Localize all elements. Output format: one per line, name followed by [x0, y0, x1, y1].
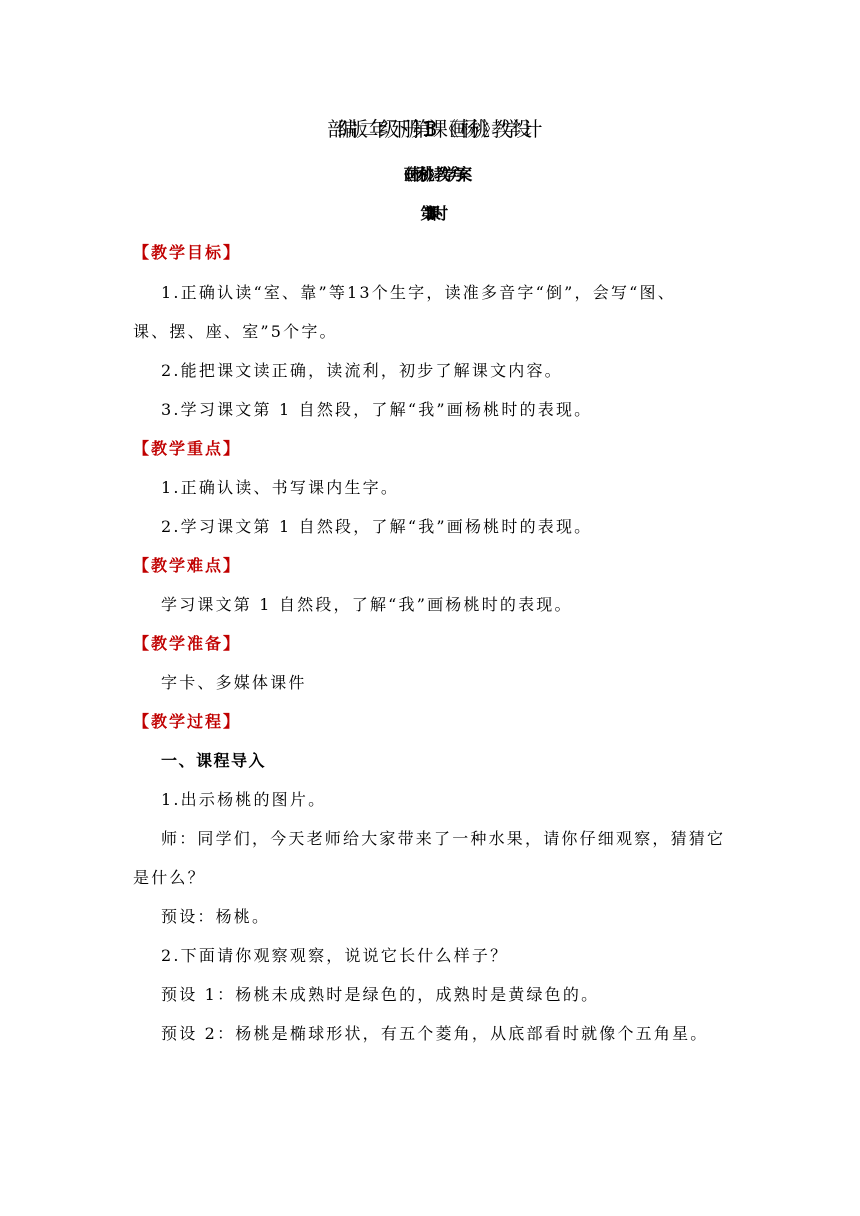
preparation-item-1: 字卡、多媒体课件 [161, 673, 307, 692]
process-line-4: 2.下面请你观察观察，说说它长什么样子？ [161, 946, 509, 965]
goals-heading: 【教学目标】 [133, 243, 242, 262]
key-points-heading: 【教学重点】 [133, 439, 242, 458]
process-line-1: 1.出示杨桃的图片。 [161, 790, 327, 809]
process-line-2b: 是什么？ [133, 868, 206, 887]
lesson-label: 第 1 课时 [420, 204, 440, 223]
process-heading: 【教学过程】 [133, 712, 242, 731]
preparation-heading: 【教学准备】 [133, 634, 242, 653]
process-step-1-title: 一、课程导入 [161, 751, 267, 770]
goals-item-1-line-1: 1.正确认读“室、靠”等13个生字，读准多音字“倒”，会写“图、 [161, 283, 676, 302]
plan-subtitle: 《画杨桃》教学方案 [396, 165, 464, 184]
goals-item-1-line-2: 课、摆、座、室”5个字。 [133, 322, 338, 341]
goals-item-3: 3.学习课文第 1 自然段，了解“我”画杨桃时的表现。 [161, 400, 593, 419]
process-line-3: 预设：杨桃。 [161, 907, 271, 926]
difficulties-heading: 【教学难点】 [133, 556, 242, 575]
goals-item-2: 2.能把课文读正确，读流利，初步了解课文内容。 [161, 361, 563, 380]
process-line-2a: 师：同学们，今天老师给大家带来了一种水果，请你仔细观察，猜猜它 [161, 829, 726, 848]
process-line-5: 预设 1：杨桃未成熟时是绿色的，成熟时是黄绿色的。 [161, 985, 600, 1004]
key-points-item-2: 2.学习课文第 1 自然段，了解“我”画杨桃时的表现。 [161, 517, 593, 536]
difficulties-item-1: 学习课文第 1 自然段，了解“我”画杨桃时的表现。 [161, 595, 573, 614]
process-line-6: 预设 2：杨桃是椭球形状，有五个菱角，从底部看时就像个五角星。 [161, 1024, 709, 1043]
key-points-item-1: 1.正确认读、书写课内生字。 [161, 478, 400, 497]
document-title: 部编版二年级下册第13课《画杨桃》教学设计 [327, 117, 533, 141]
